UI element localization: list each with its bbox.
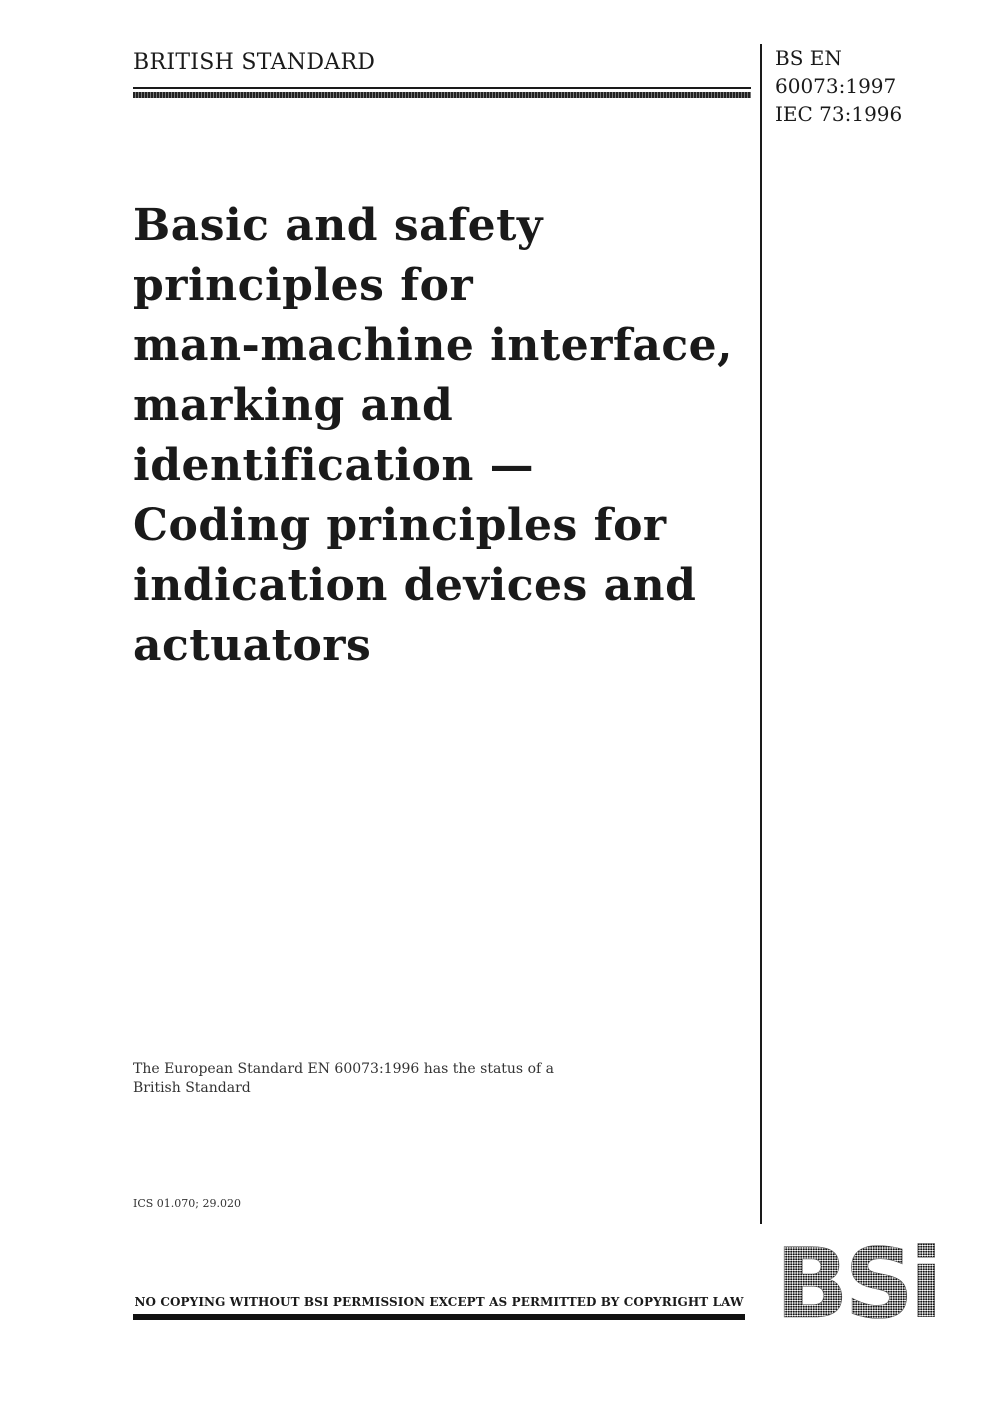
standard-id-iec: IEC 73:1996 (775, 102, 903, 126)
title-line: principles for (133, 260, 474, 311)
document-title (133, 196, 758, 676)
title-line: Basic and safety (133, 200, 543, 251)
copyright-notice: NO COPYING WITHOUT BSI PERMISSION EXCEPT AS PERMITTED BY COPYRIGHT LAW (134, 1295, 744, 1309)
header-rule-thick (133, 92, 751, 98)
title-line: indication devices and (133, 560, 697, 611)
title-line: man-machine interface, (133, 320, 733, 371)
standard-id-number: 60073:1997 (775, 74, 897, 98)
standard-identifiers (775, 44, 902, 128)
header-rule (133, 87, 751, 98)
title-line: actuators (133, 620, 372, 671)
footer-rule (133, 1314, 745, 1320)
document-type-label: BRITISH STANDARD (133, 50, 376, 75)
status-note-line: British Standard (133, 1080, 251, 1096)
title-line: Coding principles for (133, 500, 667, 551)
vertical-divider (760, 44, 762, 1224)
status-note-line: The European Standard EN 60073:1996 has the status of a (133, 1061, 554, 1077)
ics-code: ICS 01.070; 29.020 (133, 1197, 241, 1210)
bsi-logo-lettering: BSi (775, 1243, 939, 1323)
title-line: identification — (133, 440, 535, 491)
status-note (133, 1060, 554, 1098)
bsi-logo (770, 1243, 945, 1323)
standard-id-bs-en: BS EN (775, 46, 842, 70)
title-line: marking and (133, 380, 454, 431)
header-rule-thin (133, 87, 751, 89)
